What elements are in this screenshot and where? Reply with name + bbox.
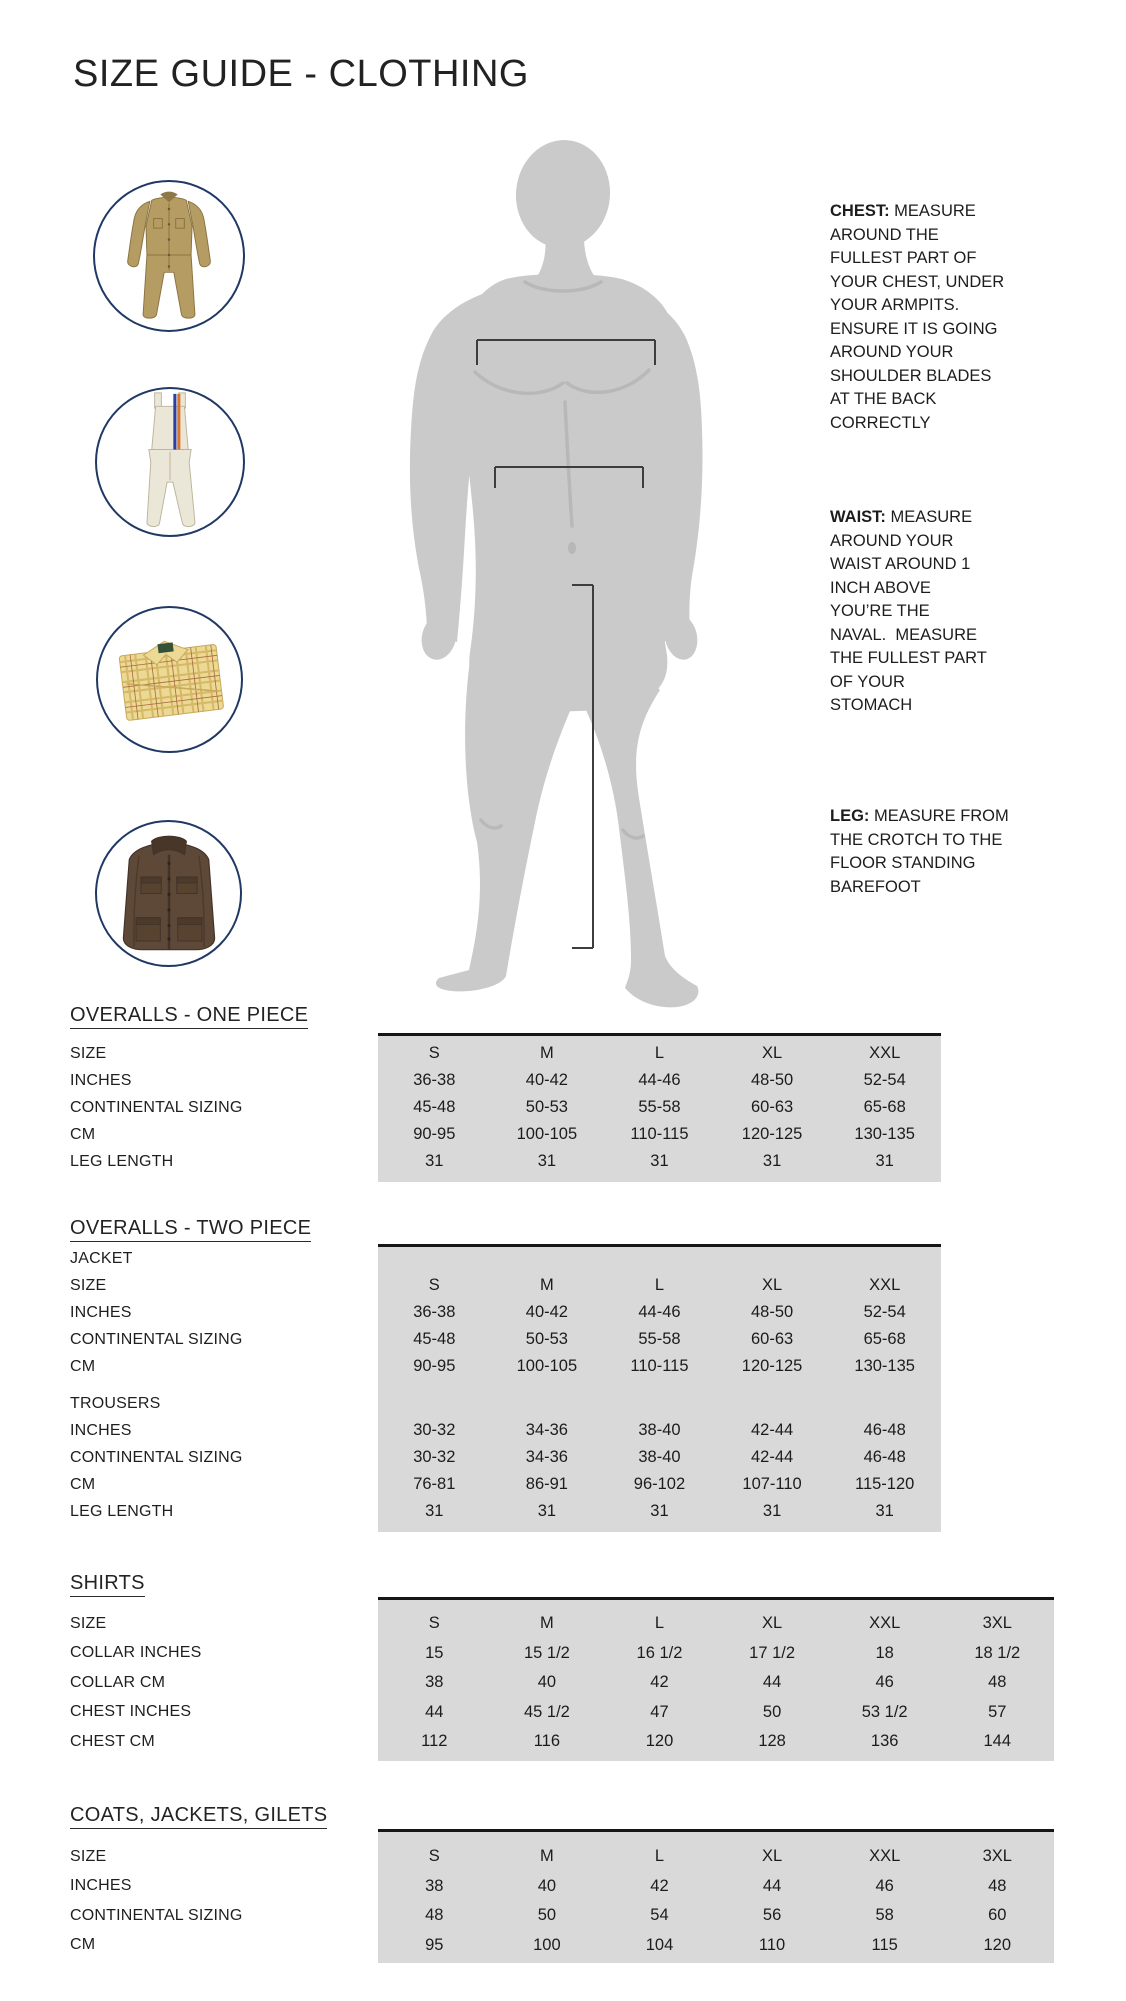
size-cell: 46 — [875, 1673, 894, 1692]
row-label: CONTINENTAL SIZING — [70, 1448, 243, 1466]
size-cell: 48 — [988, 1673, 1007, 1692]
table-row — [70, 1931, 1054, 1961]
table-row — [70, 1668, 1054, 1698]
row-label: COLLAR INCHES — [70, 1644, 202, 1662]
size-cell: 3XL — [982, 1847, 1012, 1866]
instruction-line: THE CROTCH TO THE — [830, 830, 1003, 849]
size-cell: XL — [761, 1614, 783, 1633]
product-circle-checked-shirt — [96, 606, 243, 753]
size-cell: 31 — [537, 1152, 557, 1170]
size-cell: 60-63 — [750, 1330, 794, 1348]
size-cell: 130-135 — [854, 1357, 915, 1375]
row-label: CONTINENTAL SIZING — [70, 1330, 243, 1348]
row-label: SIZE — [70, 1847, 107, 1865]
size-cell: M — [540, 1276, 554, 1294]
size-cell: 44-46 — [638, 1071, 681, 1089]
size-cell: 100-105 — [516, 1125, 578, 1143]
size-cell: 44 — [762, 1876, 782, 1895]
size-cell: 120-125 — [741, 1125, 803, 1143]
row-label: TROUSERS — [70, 1394, 161, 1412]
instruction-line: WAIST AROUND 1 — [830, 555, 971, 573]
row-label: SIZE — [70, 1276, 107, 1294]
row-label: JACKET — [70, 1249, 133, 1267]
instruction-line: LEG: MEASURE FROM — [830, 807, 1009, 825]
page-title: SIZE GUIDE - CLOTHING — [73, 53, 529, 95]
table-row — [70, 1148, 941, 1175]
table-row — [70, 1299, 941, 1326]
table-overalls-two-piece — [70, 1216, 941, 1532]
size-cell: 107-110 — [742, 1475, 802, 1493]
size-cell: 130-135 — [854, 1125, 915, 1143]
instruction-line: AROUND THE — [830, 225, 939, 244]
size-cell: 65-68 — [863, 1098, 906, 1116]
size-cell: 48-50 — [750, 1303, 794, 1321]
row-label: COLLAR CM — [70, 1673, 166, 1691]
size-cell: 42-44 — [750, 1448, 794, 1466]
size-cell: L — [654, 1847, 665, 1866]
size-cell: 120 — [645, 1732, 674, 1751]
table-heading: OVERALLS - ONE PIECE — [70, 1003, 308, 1029]
instruction-line: WAIST: MEASURE — [830, 508, 973, 526]
size-cell: 31 — [762, 1152, 782, 1170]
row-label: INCHES — [70, 1421, 132, 1439]
size-cell: 115-120 — [855, 1475, 915, 1493]
instruction-line: CHEST: MEASURE — [830, 202, 976, 220]
size-cell: 31 — [537, 1502, 557, 1520]
instruction-line: THE FULLEST PART — [830, 649, 987, 667]
size-cell: S — [428, 1276, 440, 1294]
size-cell: 55-58 — [638, 1330, 681, 1348]
size-cell: 36-38 — [413, 1071, 456, 1089]
size-cell: 38 — [425, 1673, 444, 1692]
instruction-line: CORRECTLY — [830, 413, 931, 432]
size-cell: 120-125 — [741, 1357, 803, 1375]
table-section-row — [70, 1245, 941, 1272]
size-cell: 38-40 — [638, 1448, 681, 1466]
size-cell: 38 — [425, 1876, 444, 1895]
table-row — [70, 1727, 1054, 1757]
size-cell: 100 — [533, 1935, 561, 1954]
size-cell: 31 — [650, 1502, 669, 1520]
size-cell: 58 — [875, 1906, 894, 1925]
size-cell: 31 — [762, 1502, 782, 1520]
size-cell: 38-40 — [638, 1421, 681, 1439]
instruction-line: SHOULDER BLADES — [830, 366, 992, 385]
size-cell: 44 — [762, 1673, 782, 1692]
waist-instructions — [830, 506, 1035, 718]
size-cell: 42-44 — [750, 1421, 794, 1439]
size-cell: 60 — [988, 1906, 1007, 1925]
table-row — [70, 1040, 941, 1067]
row-label: LEG LENGTH — [70, 1152, 174, 1170]
size-cell: XL — [761, 1847, 783, 1866]
jacket-image — [106, 828, 232, 960]
table-heading: OVERALLS - TWO PIECE — [70, 1216, 311, 1242]
size-cell: 50-53 — [525, 1330, 568, 1348]
instruction-line: FLOOR STANDING — [830, 854, 976, 872]
size-cell: 110-115 — [630, 1357, 689, 1375]
size-cell: 40 — [537, 1673, 557, 1692]
size-cell: 90-95 — [413, 1357, 456, 1375]
row-label: SIZE — [70, 1044, 107, 1062]
size-cell: 55-58 — [638, 1098, 681, 1116]
row-label: INCHES — [70, 1303, 132, 1321]
size-cell: S — [428, 1614, 440, 1633]
instruction-line: YOUR ARMPITS. — [830, 296, 960, 314]
table-row — [70, 1121, 941, 1148]
size-cell: 34-36 — [525, 1421, 568, 1439]
size-cell: L — [654, 1044, 665, 1062]
table-section-row — [70, 1390, 941, 1417]
row-label: INCHES — [70, 1877, 132, 1895]
size-cell: 48-50 — [750, 1071, 794, 1089]
size-cell: 47 — [650, 1702, 669, 1721]
size-cell: 50 — [762, 1702, 782, 1721]
instruction-line: INCH ABOVE — [830, 578, 931, 597]
size-cell: 120 — [983, 1935, 1012, 1954]
size-cell: 112 — [421, 1732, 448, 1751]
size-cell: 53 1/2 — [861, 1702, 908, 1721]
size-cell: 57 — [988, 1702, 1007, 1721]
row-label: CHEST INCHES — [70, 1703, 192, 1721]
size-cell: 46-48 — [863, 1448, 906, 1466]
size-cell: 16 1/2 — [636, 1643, 683, 1662]
table-heading: SHIRTS — [70, 1571, 145, 1597]
table-row — [70, 1094, 941, 1121]
size-cell: 46 — [875, 1876, 894, 1895]
instruction-label: LEG: — [830, 807, 870, 825]
table-row — [70, 1639, 1054, 1669]
table-row — [70, 1872, 1054, 1902]
size-cell: 31 — [425, 1502, 444, 1520]
size-cell: 18 1/2 — [974, 1643, 1021, 1662]
size-cell: 54 — [650, 1906, 669, 1925]
instruction-line: ENSURE IT IS GOING — [830, 319, 998, 338]
row-label: CHEST CM — [70, 1732, 155, 1750]
table-row — [70, 1609, 1054, 1639]
size-cell: 115 — [871, 1935, 898, 1954]
table-overalls-one-piece — [70, 1003, 941, 1182]
instruction-line: BAREFOOT — [830, 877, 921, 896]
table-coats-jackets-gilets — [70, 1803, 1054, 1963]
instruction-label: CHEST: — [830, 202, 890, 220]
instruction-line: NAVAL. MEASURE — [830, 625, 978, 644]
size-cell: 56 — [762, 1906, 782, 1925]
size-cell: 90-95 — [413, 1125, 456, 1143]
size-cell: S — [428, 1044, 440, 1062]
size-cell: 40 — [537, 1876, 557, 1895]
size-cell: 34-36 — [525, 1448, 568, 1466]
table-heading: COATS, JACKETS, GILETS — [70, 1803, 327, 1829]
row-label: CM — [70, 1125, 96, 1143]
size-cell: 40-42 — [525, 1071, 568, 1089]
size-cell: 45 1/2 — [523, 1702, 570, 1721]
size-cell: 3XL — [982, 1614, 1012, 1633]
size-cell: 110 — [758, 1935, 786, 1954]
size-cell: 50-53 — [525, 1098, 568, 1116]
size-cell: 31 — [425, 1152, 444, 1170]
instruction-line: YOUR CHEST, UNDER — [830, 272, 1005, 291]
row-label: CM — [70, 1936, 96, 1954]
table-row — [70, 1842, 1054, 1872]
size-cell: 31 — [650, 1152, 669, 1170]
size-cell: 44 — [425, 1702, 444, 1721]
size-cell: XL — [761, 1276, 783, 1294]
size-cell: XXL — [869, 1847, 901, 1866]
size-cell: 52-54 — [863, 1303, 906, 1321]
size-cell: 95 — [425, 1935, 444, 1954]
size-cell: 110-115 — [630, 1125, 689, 1143]
table-row — [70, 1901, 1054, 1931]
size-cell: M — [540, 1847, 554, 1866]
size-cell: 36-38 — [413, 1303, 456, 1321]
size-cell: 50 — [537, 1906, 557, 1925]
size-cell: 46-48 — [863, 1421, 906, 1439]
size-cell: 96-102 — [633, 1475, 686, 1493]
size-cell: 44-46 — [638, 1303, 681, 1321]
size-cell: 17 1/2 — [749, 1643, 796, 1662]
size-cell: 60-63 — [750, 1098, 794, 1116]
chest-instructions — [830, 200, 1035, 435]
table-row — [70, 1698, 1054, 1728]
row-label: SIZE — [70, 1614, 107, 1632]
size-cell: 76-81 — [413, 1475, 456, 1493]
size-cell: S — [428, 1847, 440, 1866]
size-cell: 48 — [988, 1876, 1007, 1895]
body-silhouette-image — [375, 130, 715, 1020]
product-circle-one-piece-overalls — [93, 180, 245, 332]
table-row — [70, 1326, 941, 1353]
table-row — [70, 1444, 941, 1471]
instruction-line: OF YOUR — [830, 672, 905, 691]
instruction-line: STOMACH — [830, 696, 913, 714]
size-cell: 45-48 — [413, 1098, 456, 1116]
size-cell: 30-32 — [413, 1421, 456, 1439]
size-cell: 104 — [645, 1935, 674, 1954]
row-label: LEG LENGTH — [70, 1502, 174, 1520]
instruction-line: YOU’RE THE — [830, 602, 930, 620]
instruction-line: AROUND YOUR — [830, 343, 954, 361]
size-cell: 48 — [425, 1906, 444, 1925]
row-label: CM — [70, 1357, 96, 1375]
size-cell: 15 — [425, 1643, 444, 1662]
size-cell: XL — [761, 1044, 783, 1062]
size-cell: 15 1/2 — [523, 1643, 570, 1662]
size-cell: 65-68 — [863, 1330, 906, 1348]
size-cell: 45-48 — [413, 1330, 456, 1348]
row-label: INCHES — [70, 1071, 132, 1089]
table-row — [70, 1272, 941, 1299]
table-row — [70, 1417, 941, 1444]
size-cell: M — [540, 1614, 554, 1633]
row-label: CONTINENTAL SIZING — [70, 1098, 243, 1116]
instruction-line: FULLEST PART OF — [830, 249, 977, 267]
table-shirts — [70, 1571, 1054, 1761]
size-cell: XXL — [869, 1614, 901, 1633]
size-cell: 42 — [650, 1673, 669, 1692]
table-row — [70, 1471, 941, 1498]
leg-instructions — [830, 805, 1035, 899]
instruction-line: AT THE BACK — [830, 390, 937, 408]
size-cell: L — [654, 1614, 665, 1633]
size-cell: 144 — [983, 1732, 1012, 1751]
size-cell: 31 — [875, 1152, 894, 1170]
product-circle-jacket — [95, 820, 242, 967]
row-label: CONTINENTAL SIZING — [70, 1906, 243, 1924]
size-cell: 136 — [870, 1732, 899, 1751]
table-row — [70, 1498, 941, 1525]
size-cell: 100-105 — [516, 1357, 578, 1375]
size-cell: 86-91 — [525, 1475, 568, 1493]
two-piece-overalls-image — [109, 390, 231, 534]
table-row — [70, 1067, 941, 1094]
checked-shirt-image — [104, 621, 236, 739]
size-cell: 31 — [875, 1502, 894, 1520]
size-cell: 18 — [875, 1643, 894, 1662]
size-cell: XXL — [869, 1044, 901, 1062]
size-cell: L — [654, 1276, 665, 1294]
size-cell: 128 — [758, 1732, 786, 1751]
product-circle-two-piece-overalls — [95, 387, 245, 537]
size-cell: 52-54 — [863, 1071, 906, 1089]
size-cell: M — [540, 1044, 554, 1062]
size-cell: 40-42 — [525, 1303, 568, 1321]
size-cell: 42 — [650, 1876, 669, 1895]
size-cell: XXL — [869, 1276, 901, 1294]
size-cell: 116 — [533, 1732, 561, 1751]
instruction-line: AROUND YOUR — [830, 531, 954, 550]
one-piece-overalls-image — [107, 184, 231, 328]
size-cell: 30-32 — [413, 1448, 456, 1466]
table-row — [70, 1353, 941, 1380]
row-label: CM — [70, 1475, 96, 1493]
instruction-label: WAIST: — [830, 508, 886, 526]
